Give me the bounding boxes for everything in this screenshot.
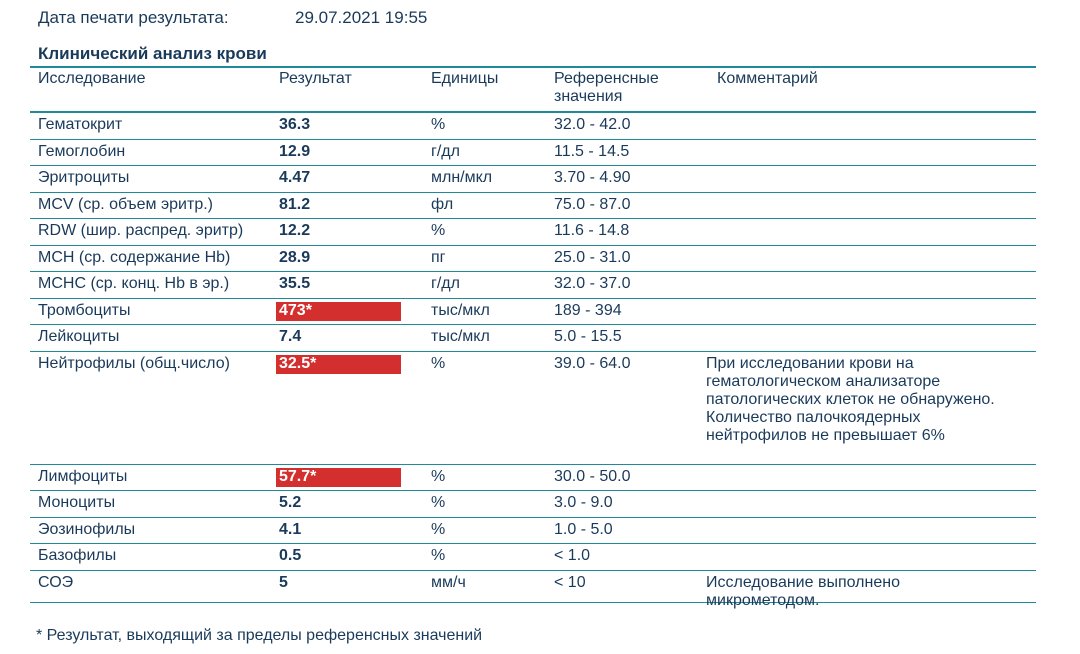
units: г/дл <box>431 275 460 292</box>
result-value: 35.5 <box>279 275 311 292</box>
units: % <box>431 354 446 372</box>
units: фл <box>431 195 454 213</box>
table-row <box>30 299 1036 326</box>
units: % <box>431 222 446 239</box>
header-reference: Референсные значения <box>554 70 659 105</box>
table-row <box>30 571 1036 609</box>
test-name: MCHC (ср. конц. Hb в эр.) <box>38 275 230 292</box>
print-date-label: Дата печати результата: <box>38 8 229 27</box>
result-value: 12.2 <box>279 222 311 239</box>
result-value-abnormal: 473* <box>276 302 401 321</box>
table-header <box>30 66 1036 113</box>
test-name: Эозинофилы <box>38 520 136 538</box>
test-name: Тромбоциты <box>38 301 131 319</box>
units: % <box>431 467 446 485</box>
print-date <box>38 8 428 28</box>
reference-range: 39.0 - 64.0 <box>554 354 631 372</box>
units: тыс/мкл <box>431 328 490 345</box>
reference-range: < 10 <box>554 573 586 591</box>
reference-range: 32.0 - 37.0 <box>554 275 631 292</box>
reference-range: 11.6 - 14.8 <box>554 222 630 239</box>
reference-range: 75.0 - 87.0 <box>554 195 631 213</box>
units: пг <box>431 248 446 266</box>
table-row <box>30 219 1036 246</box>
reference-range: < 1.0 <box>554 547 591 564</box>
units: % <box>431 520 446 538</box>
test-name: Моноциты <box>38 494 116 511</box>
footnote: * Результат, выходящий за пределы референсных значений <box>36 627 483 644</box>
result-value: 7.4 <box>279 328 302 345</box>
result-value-abnormal: 32.5* <box>276 355 401 374</box>
results-table <box>30 66 1036 609</box>
table-row <box>30 246 1036 273</box>
table-body <box>30 113 1036 609</box>
reference-range: 3.0 - 9.0 <box>554 494 613 511</box>
table-row <box>30 272 1036 299</box>
comment: Исследование выполнено микрометодом. <box>706 573 900 609</box>
units: % <box>431 547 446 564</box>
section-title: Клинический анализ крови <box>38 44 267 63</box>
table-row <box>30 193 1036 220</box>
table-row <box>30 352 1036 465</box>
result-value: 5 <box>279 573 288 591</box>
table-row <box>30 325 1036 352</box>
table-row <box>30 166 1036 193</box>
header-units: Единицы <box>431 70 499 87</box>
header-result: Результат <box>279 70 352 87</box>
test-name: Гематокрит <box>38 116 123 133</box>
test-name: MCV (ср. объем эритр.) <box>38 195 213 213</box>
units: % <box>431 116 446 133</box>
test-name: СОЭ <box>38 573 74 591</box>
result-value: 5.2 <box>279 494 302 511</box>
test-name: Базофилы <box>38 547 117 564</box>
result-value: 28.9 <box>279 248 311 266</box>
test-name: Лейкоциты <box>38 328 120 345</box>
test-name: MCH (ср. содержание Hb) <box>38 248 231 266</box>
table-row <box>30 465 1036 492</box>
test-name: Гемоглобин <box>38 142 126 160</box>
test-name: Нейтрофилы (общ.число) <box>38 354 230 372</box>
units: млн/мкл <box>431 169 493 186</box>
reference-range: 11.5 - 14.5 <box>554 142 630 160</box>
result-value: 4.1 <box>279 520 302 538</box>
reference-range: 32.0 - 42.0 <box>554 116 631 133</box>
reference-range: 25.0 - 31.0 <box>554 248 631 266</box>
units: мм/ч <box>431 573 466 591</box>
header-test: Исследование <box>38 70 146 87</box>
table-row <box>30 113 1036 140</box>
table-row <box>30 140 1036 167</box>
reference-range: 189 - 394 <box>554 301 622 319</box>
comment: При исследовании крови на гематологическом анализаторе патологических клеток не обнаружено. Количество палочкоядерных нейтрофилов не превышает 6% <box>706 354 995 444</box>
test-name: Эритроциты <box>38 169 130 186</box>
test-name: Лимфоциты <box>38 467 128 485</box>
result-value: 12.9 <box>279 142 311 160</box>
print-date-value: 29.07.2021 19:55 <box>295 8 428 27</box>
header-comment: Комментарий <box>717 70 818 87</box>
test-name: RDW (шир. распред. эритр) <box>38 222 244 239</box>
reference-range: 1.0 - 5.0 <box>554 520 613 538</box>
units: % <box>431 494 446 511</box>
result-value: 0.5 <box>279 547 302 564</box>
units: г/дл <box>431 142 460 160</box>
table-row <box>30 491 1036 518</box>
result-value: 81.2 <box>279 195 311 213</box>
result-value-abnormal: 57.7* <box>276 468 401 487</box>
reference-range: 30.0 - 50.0 <box>554 467 631 485</box>
reference-range: 3.70 - 4.90 <box>554 169 631 186</box>
units: тыс/мкл <box>431 301 490 319</box>
result-value: 36.3 <box>279 116 311 133</box>
table-row <box>30 518 1036 545</box>
table-row <box>30 544 1036 571</box>
reference-range: 5.0 - 15.5 <box>554 328 622 345</box>
result-value: 4.47 <box>279 169 311 186</box>
